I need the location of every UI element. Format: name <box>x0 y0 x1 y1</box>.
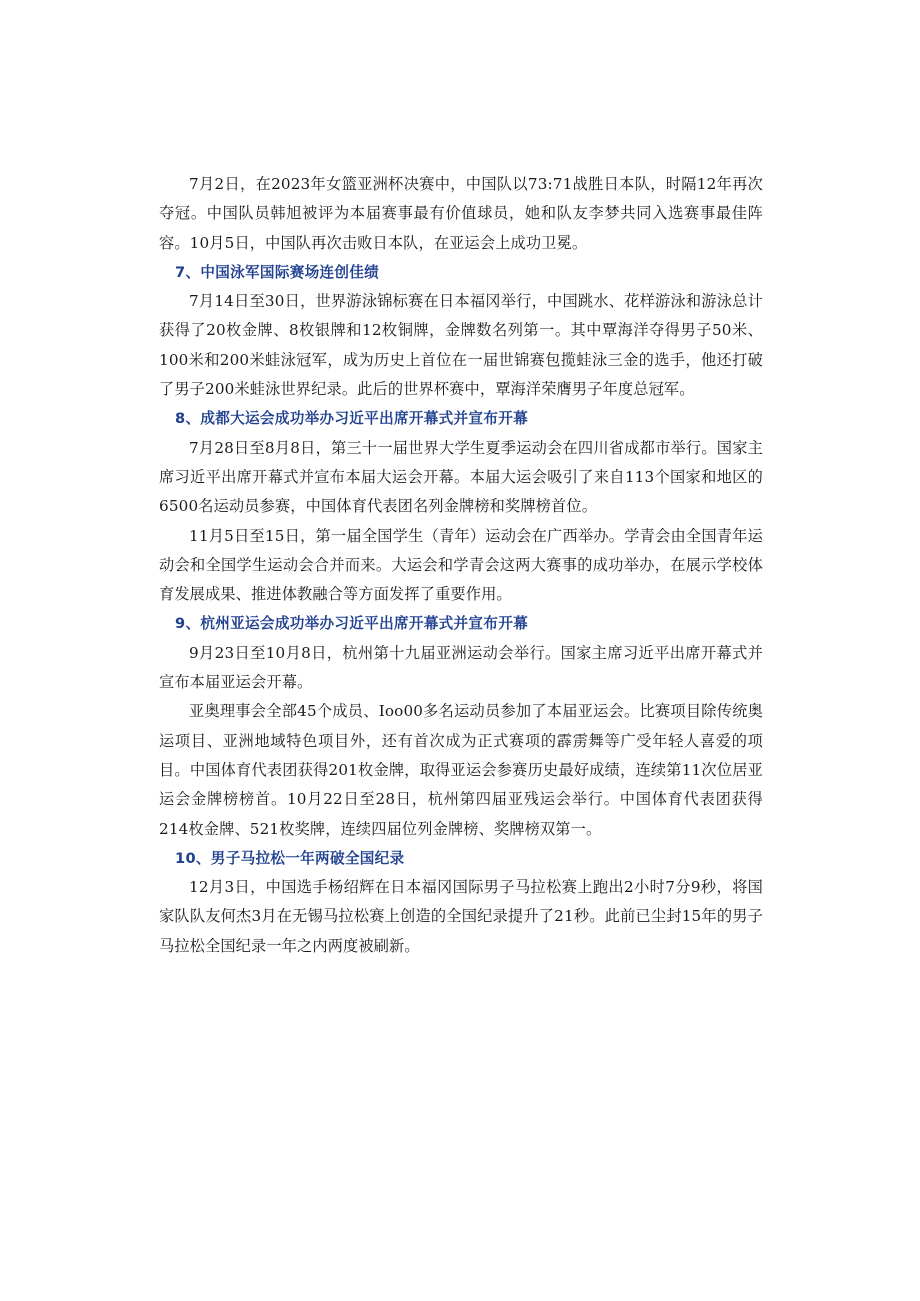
section-heading-hangzhou-asian-games: 9、杭州亚运会成功举办习近平出席开幕式并宣布开幕 <box>175 615 529 633</box>
section-heading-chengdu-universiade: 8、成都大运会成功举办习近平出席开幕式并宣布开幕 <box>175 410 529 428</box>
paragraph-hangzhou-opening: 9月23日至10月8日，杭州第十九届亚洲运动会举行。国家主席习近平出席开幕式并宣布本届亚运会开幕。 <box>159 643 763 692</box>
paragraph-chengdu-universiade: 7月28日至8月8日，第三十一届世界大学生夏季运动会在四川省成都市举行。国家主席习近平出席开幕式并宣布本届大运会开幕。本届大运会吸引了来自113个国家和地区的6500名运动员参赛，中国体育代表团名列金牌榜和奖牌榜首位。 <box>159 438 763 516</box>
paragraph-swimming: 7月14日至30日，世界游泳锦标赛在日本福冈举行，中国跳水、花样游泳和游泳总计获得了20枚金牌、8枚银牌和12枚铜牌，金牌数名列第一。其中覃海洋夺得男子50米、100米和200米蛙泳冠军，成为历史上首位在一届世锦赛包揽蛙泳三金的选手，他还打破了男子200米蛙泳世界纪录。此后的世界杯赛中，覃海洋荣膺男子年度总冠军。 <box>159 292 763 399</box>
paragraph-hangzhou-results: 亚奥理事会全部45个成员、Ioo00多名运动员参加了本届亚运会。比赛项目除传统奥运项目、亚洲地域特色项目外，还有首次成为正式赛项的霹雳舞等广受年轻人喜爱的项目。中国体育代表团获得201枚金牌，取得亚运会参赛历史最好成绩，连续第11次位居亚运会金牌榜榜首。10月22日至28日，杭州第四届亚残运会举行。中国体育代表团获得214枚金牌、521枚奖牌，连续四届位列金牌榜、奖牌榜双第一。 <box>159 702 763 838</box>
section-heading-swimming: 7、中国泳军国际赛场连创佳绩 <box>175 263 380 281</box>
paragraph-marathon: 12月3日，中国选手杨绍辉在日本福冈国际男子马拉松赛上跑出2小时7分9秒，将国家队队友何杰3月在无锡马拉松赛上创造的全国纪录提升了21秒。此前已尘封15年的男子马拉松全国纪录一年之内两度被刷新。 <box>159 878 763 955</box>
paragraph-womens-basketball: 7月2日，在2023年女篮亚洲杯决赛中，中国队以73:71战胜日本队，时隔12年再次夺冠。中国队员韩旭被评为本届赛事最有价值球员，她和队友李梦共同入选赛事最佳阵容。10月5日，中国队再次击败日本队，在亚运会上成功卫冕。 <box>159 175 763 252</box>
section-heading-marathon: 10、男子马拉松一年两破全国纪录 <box>175 849 405 867</box>
paragraph-student-games: 11月5日至15日，第一届全国学生（青年）运动会在广西举办。学青会由全国青年运动会和全国学生运动会合并而来。大运会和学青会这两大赛事的成功举办，在展示学校体育发展成果、推进体教融合等方面发挥了重要作用。 <box>159 526 763 604</box>
article-body <box>159 170 763 961</box>
